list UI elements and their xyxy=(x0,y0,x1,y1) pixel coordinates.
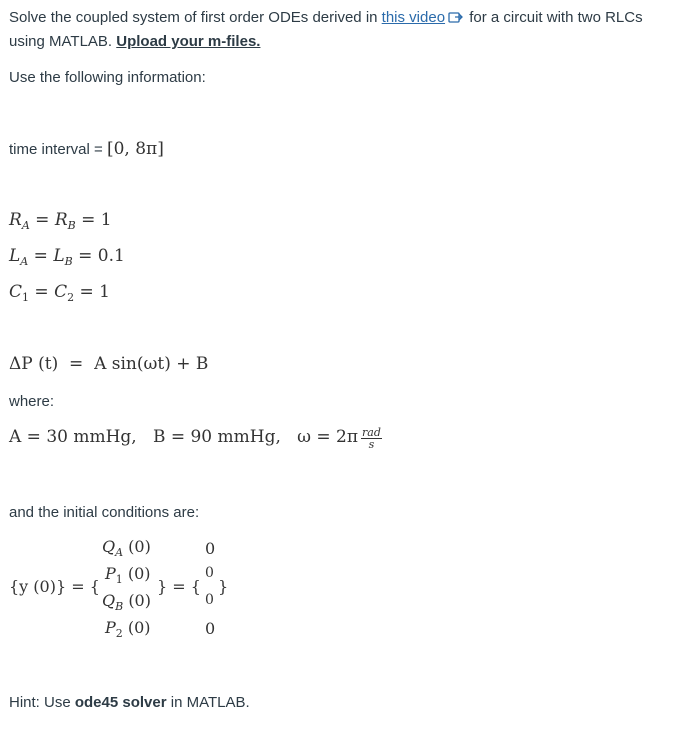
external-link-icon[interactable] xyxy=(445,9,465,26)
ic-middle: } = { xyxy=(157,577,201,596)
intro-text-3: using MATLAB. xyxy=(9,33,117,50)
ic-entry-QA: $Q_A$ (0) xyxy=(102,537,151,559)
constant-B: B = 90 mmHg, xyxy=(152,427,281,447)
omega-unit: $\frac{\text{rad}}{s}$ xyxy=(362,426,381,451)
intro-line-1 xyxy=(9,6,643,29)
ic-lhs: {y (0)} = { xyxy=(9,577,100,596)
pressure-lhs: ΔP (t) xyxy=(9,354,59,374)
time-interval-value: [0, 8π] xyxy=(106,139,164,159)
hint-suffix: in MATLAB. xyxy=(166,694,250,711)
intro-text-2: for a circuit with two RLCs xyxy=(465,9,643,26)
time-interval-line xyxy=(9,138,164,161)
ic-entry-P2: $P_2$ (0) xyxy=(105,618,151,640)
hint-line xyxy=(9,691,250,714)
ic-value-QB: 0 xyxy=(205,592,214,608)
initial-conditions-label: and the initial conditions are: xyxy=(9,504,200,521)
hint-bold: ode45 solver xyxy=(74,694,167,711)
ic-value-QA: 0 xyxy=(205,539,216,558)
ic-entry-QB: $Q_B$ (0) xyxy=(102,591,151,613)
ic-value-P1: 0 xyxy=(205,565,214,581)
resistance-equation: $R_A = R_B = 1$ xyxy=(9,210,112,232)
constant-omega: ω = 2π xyxy=(297,427,358,447)
hint-prefix: Hint: Use xyxy=(9,694,75,711)
this-video-link[interactable]: this video xyxy=(381,9,446,26)
inductance-equation: $L_A = L_B = 0.1$ xyxy=(9,246,125,268)
use-info-text: Use the following information: xyxy=(9,69,206,86)
upload-mfiles-link[interactable]: Upload your m-files. xyxy=(116,33,261,50)
pressure-equation: ΔP (t) = A sin(ωt) + B xyxy=(9,354,209,374)
pressure-rhs: A sin(ωt) + B xyxy=(94,354,209,374)
ic-entry-P1: $P_1$ (0) xyxy=(105,564,151,586)
intro-line-2 xyxy=(9,30,260,53)
where-label: where: xyxy=(9,393,55,410)
constant-A: A = 30 mmHg, xyxy=(9,427,137,447)
ic-close-brace: } xyxy=(218,577,229,596)
ic-value-P2: 0 xyxy=(205,619,216,638)
capacitance-equation: $C_1 = C_2 = 1$ xyxy=(9,282,110,304)
constants-line xyxy=(9,427,382,450)
intro-text: Solve the coupled system of first order ODEs derived in xyxy=(9,9,382,26)
time-interval-label: time interval = xyxy=(9,141,107,158)
